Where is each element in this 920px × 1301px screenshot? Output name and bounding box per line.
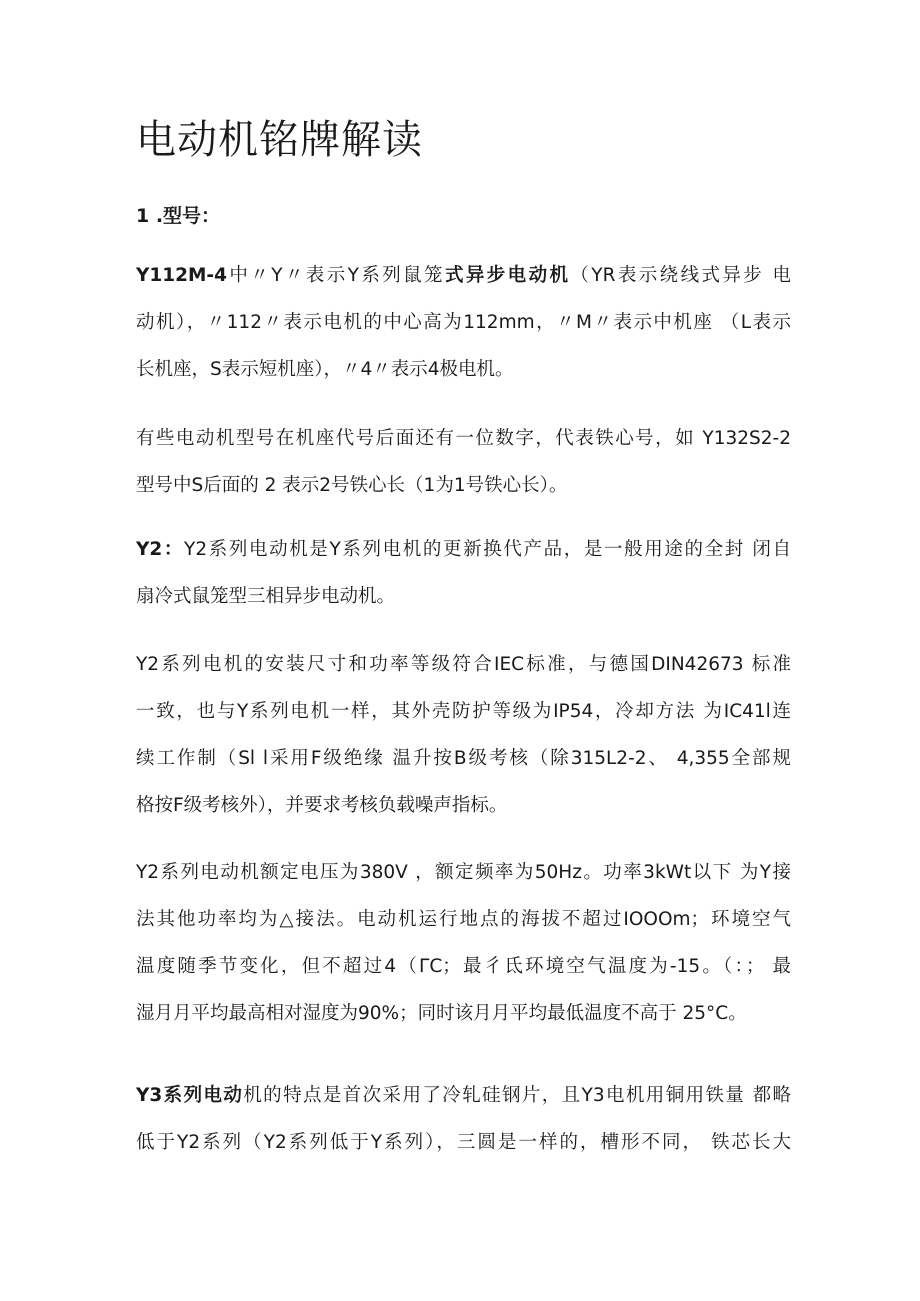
paragraph [136, 415, 791, 509]
text-line [136, 849, 791, 896]
bold-text: Y3系列电动 [136, 1085, 244, 1106]
text-run: （YR表示绕线式异步 电 [570, 265, 791, 286]
bold-text: Y112M-4 [136, 265, 227, 286]
text-run: 动机），〃112〃表示电机的中心高为112mm，〃M〃表示中机座 （L表示 [136, 312, 791, 333]
text-run: 法其他功率均为△接法。电动机运行地点的海拔不超过IOOOm；环境空气 [136, 909, 791, 930]
text-line [136, 782, 791, 829]
text-run: 机的特点是首次采用了冷轧硅钢片，且Y3电机用铜用铁量 都略 [243, 1085, 791, 1106]
text-run: 一致，也与Y系列电机一样，其外壳防护等级为IP54，冷却方法 为IC41l连 [136, 701, 791, 722]
text-run: Y2系列电机的安装尺寸和功率等级符合IEC标准，与德国DIN42673 标准 [136, 654, 791, 675]
text-run: 低于Y2系列（Y2系列低于Y系列），三圆是一样的，槽形不同， 铁芯长大 [136, 1132, 791, 1153]
paragraph [136, 252, 791, 393]
text-run: 格按F级考核外），并要求考核负载噪声指标。 [136, 795, 508, 816]
text-run: Y2系列电动机额定电压为380V ，额定频率为50Hz。功率3kWt以下 为Y接 [136, 862, 791, 883]
text-run: 中〃Y〃表示Y系列鼠笼 [226, 265, 445, 286]
text-run: 续工作制（Sl l采用F级绝缘 温升按B级考核（除315L2-2、 4,355全部规 [136, 748, 791, 769]
text-line [136, 573, 791, 620]
text-run: 温度随季节变化，但不超过4（ΓC；最彳氐环境空气温度为-15。（：； 最 [136, 956, 791, 977]
text-line [136, 346, 791, 393]
text-line [136, 641, 791, 688]
text-line [136, 896, 791, 943]
text-line [136, 526, 791, 573]
bold-text: 式异步电动机 [444, 265, 571, 286]
text-run: 型号中S后面的 2 表示2号铁心长（1为1号铁心长）。 [136, 475, 568, 496]
text-line [136, 462, 791, 509]
page-title: 电动机铭牌解读 [136, 117, 423, 163]
text-line [136, 415, 791, 462]
text-run: 长机座，S表示短机座），〃4〃表示4极电机。 [136, 359, 514, 380]
text-line [136, 299, 791, 346]
text-line [136, 688, 791, 735]
paragraph [136, 849, 791, 1037]
bold-text: Y2： [136, 539, 185, 560]
text-line [136, 943, 791, 990]
text-line [136, 735, 791, 782]
text-line [136, 990, 791, 1037]
text-line [136, 1119, 791, 1166]
text-run: 有些电动机型号在机座代号后面还有一位数字，代表铁心号，如 Y132S2-2 [136, 428, 791, 449]
text-run: 湿月月平均最高相对湿度为90%；同时该月月平均最低温度不高于 25°C。 [136, 1003, 747, 1024]
paragraph [136, 641, 791, 829]
paragraph [136, 526, 791, 620]
text-run: 扇冷式鼠笼型三相异步电动机。 [136, 586, 396, 607]
paragraph [136, 1072, 791, 1166]
text-run: Y2系列电动机是Y系列电机的更新换代产品，是一般用途的全封 闭自 [184, 539, 791, 560]
text-line [136, 252, 791, 299]
text-line [136, 1072, 791, 1119]
section-heading: 1 .型号： [136, 205, 221, 227]
